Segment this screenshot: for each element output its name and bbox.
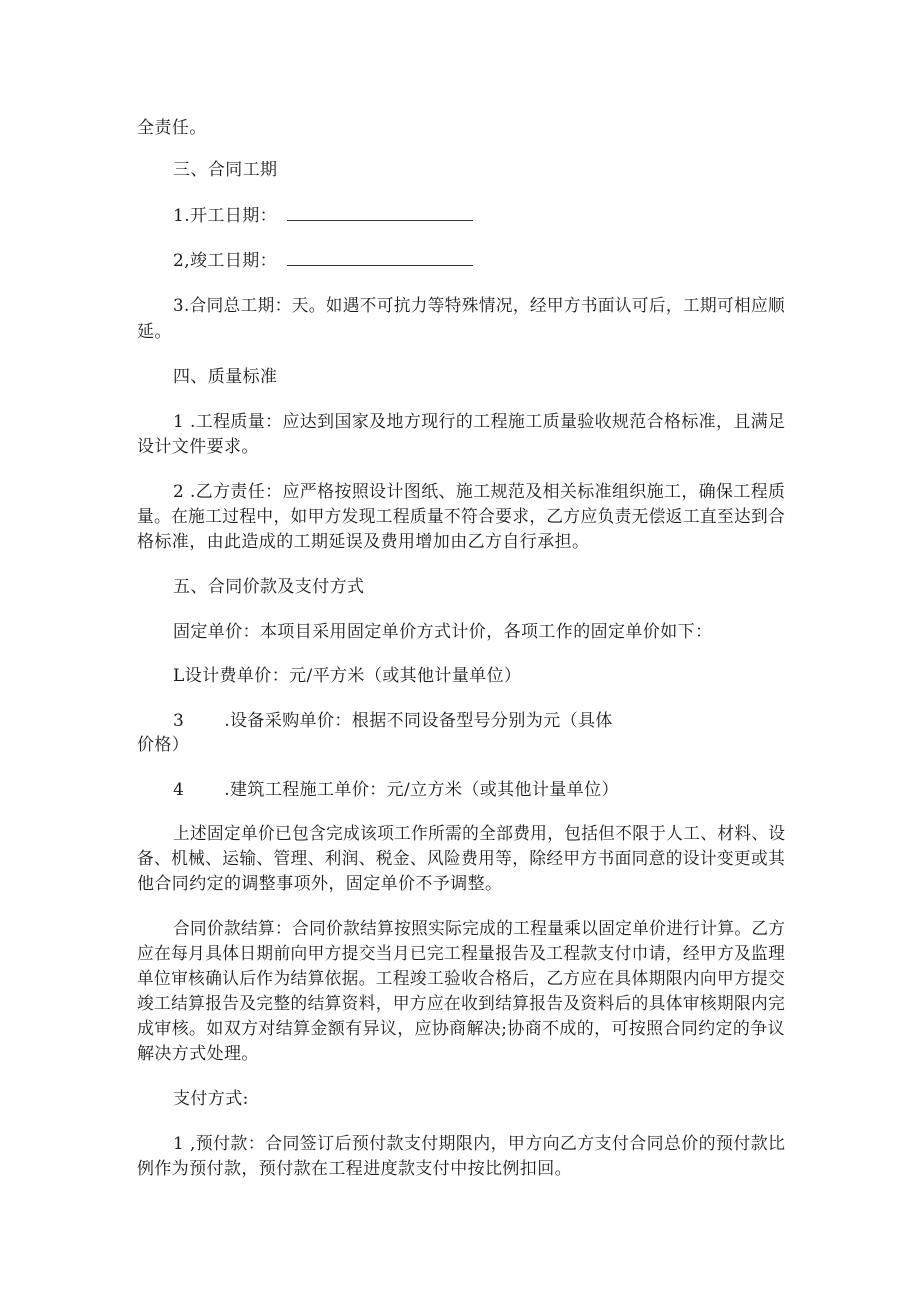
start-date-row xyxy=(173,204,473,228)
paragraph-line: 备、机械、运输、管理、利润、税金、风险费用等，除经甲方书面同意的设计变更或其 xyxy=(137,849,786,869)
paragraph-line: 3.合同总工期：天。如遇不可抗力等特殊情况，经甲方书面认可后，工期可相应顺 xyxy=(173,296,786,316)
paragraph-line: 竣工结算报告及完整的结算资料，甲方应在收到结算报告及资料后的具体审核期限内完 xyxy=(137,994,786,1014)
section-heading: 三、合同工期 xyxy=(173,160,278,180)
paragraph-line: 1 .工程质量：应达到国家及地方现行的工程施工质量验收规范合格标准，且满足 xyxy=(173,412,786,432)
end-date-label: 2,竣工日期： xyxy=(173,251,278,271)
list-number: 3 xyxy=(173,711,185,731)
paragraph-line: 固定单价：本项目采用固定单价方式计价，各项工作的固定单价如下： xyxy=(173,622,713,642)
paragraph-line: 单位审核确认后作为结算依据。工程竣工验收合格后，乙方应在具体期限内向甲方提交 xyxy=(137,969,786,989)
paragraph-line: 成审核。如双方对结算金额有异议，应协商解决;协商不成的，可按照合同约定的争议 xyxy=(137,1019,785,1039)
paragraph-line: 设计文件要求。 xyxy=(137,437,259,457)
paragraph-line: L设计费单价：元/平方米（或其他计量单位） xyxy=(173,666,522,686)
paragraph-line: 延。 xyxy=(137,322,172,342)
start-date-label: 1.开工日期： xyxy=(173,206,278,226)
paragraph-line xyxy=(173,709,613,733)
paragraph-line: 他合同约定的调整事项外，固定单价不予调整。 xyxy=(137,874,503,894)
paragraph-line: 全责任。 xyxy=(137,118,207,138)
section-heading: 四、质量标准 xyxy=(173,367,278,387)
paragraph-line: 1 ,预付款：合同签订后预付款支付期限内，甲方向乙方支付合同总价的预付款比 xyxy=(173,1134,786,1154)
paragraph-line: 解决方式处理。 xyxy=(137,1044,259,1064)
list-text: .建筑工程施工单价：元/立方米（或其他计量单位） xyxy=(224,780,619,800)
end-date-row xyxy=(173,249,473,273)
list-text: .设备采购单价：根据不同设备型号分别为元（具体 xyxy=(224,711,613,731)
paragraph-line: 合同价款结算：合同价款结算按照实际完成的工程量乘以固定单价进行计算。乙方 xyxy=(173,919,786,939)
section-heading: 五、合同价款及支付方式 xyxy=(173,577,365,597)
end-date-blank xyxy=(287,249,473,266)
paragraph-line: 2 .乙方责任：应严格按照设计图纸、施工规范及相关标准组织施工，确保工程质 xyxy=(173,482,786,502)
list-number: 4 xyxy=(173,780,185,800)
paragraph-line: 格标准，由此造成的工期延误及费用增加由乙方自行承担。 xyxy=(137,532,590,552)
paragraph-line: 应在每月具体日期前向甲方提交当月已完工程量报告及工程款支付巾请，经甲方及监理 xyxy=(137,944,786,964)
paragraph-line xyxy=(173,778,619,802)
paragraph-line: 例作为预付款，预付款在工程进度款支付中按比例扣回。 xyxy=(137,1159,572,1179)
paragraph-line: 价格） xyxy=(137,735,190,755)
paragraph-line: 支付方式: xyxy=(173,1089,249,1109)
paragraph-line: 上述固定单价已包含完成该项工作所需的全部费用，包括但不限于人工、材料、设 xyxy=(173,824,786,844)
paragraph-line: 量。在施工过程中，如甲方发现工程质量不符合要求，乙方应负责无偿返工直至达到合 xyxy=(137,507,786,527)
start-date-blank xyxy=(287,204,473,221)
